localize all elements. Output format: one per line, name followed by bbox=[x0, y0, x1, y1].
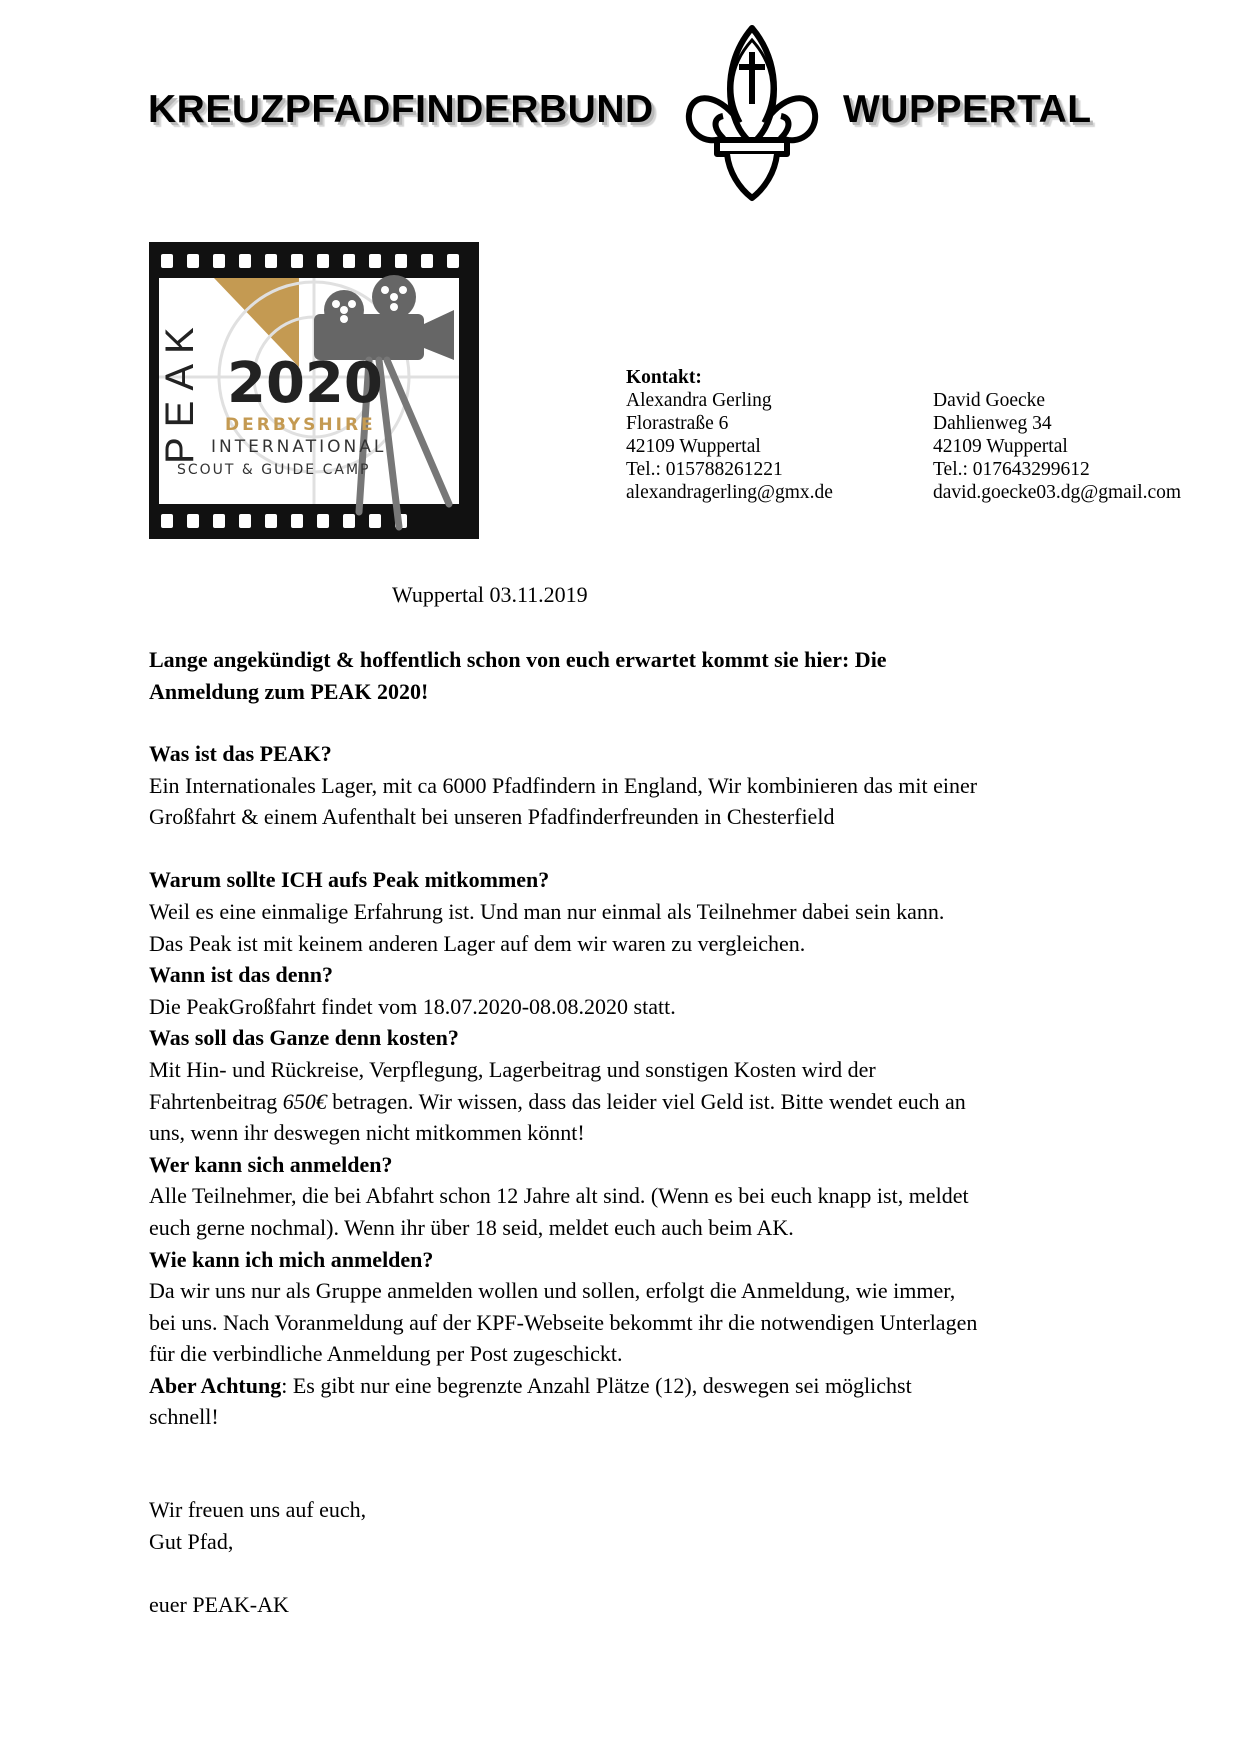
body-text: : Es gibt nur eine begrenzte Anzahl Plätze (12), deswegen sei möglichst bbox=[281, 1372, 912, 1398]
body-line bbox=[149, 1370, 1129, 1402]
contact-left-tel: Tel.: 015788261221 bbox=[626, 459, 783, 480]
letter-date: Wuppertal 03.11.2019 bbox=[392, 582, 588, 607]
closing-line: Wir freuen uns auf euch, bbox=[149, 1497, 367, 1522]
contact-left-city: 42109 Wuppertal bbox=[626, 436, 761, 457]
body-text: Fahrtenbeitrag bbox=[149, 1088, 283, 1114]
contact-label: Kontakt: bbox=[626, 367, 702, 388]
contact-right bbox=[933, 389, 1181, 504]
body-line: Da wir uns nur als Gruppe anmelden wollen und sollen, erfolgt die Anmeldung, wie immer, bbox=[149, 1278, 956, 1304]
logo-year-text: 2020 bbox=[227, 351, 383, 416]
section-heading: Was soll das Ganze denn kosten? bbox=[149, 1025, 459, 1051]
body-line: schnell! bbox=[149, 1404, 219, 1430]
body-line: Großfahrt & einem Aufenthalt bei unseren Pfadfinderfreunden in Chesterfield bbox=[149, 804, 835, 830]
body-text: betragen. Wir wissen, dass das leider viel Geld ist. Bitte wendet euch an bbox=[326, 1088, 966, 1114]
contact-right-street: Dahlienweg 34 bbox=[933, 413, 1052, 434]
scout-lily-icon bbox=[683, 22, 821, 204]
body-line bbox=[149, 1086, 1129, 1118]
intro-line: Lange angekündigt & hoffentlich schon von euch erwartet kommt sie hier: Die bbox=[149, 647, 887, 672]
contact-right-email: david.goecke03.dg@gmail.com bbox=[933, 482, 1182, 503]
contact-right-city: 42109 Wuppertal bbox=[933, 436, 1068, 457]
body-line: Weil es eine einmalige Erfahrung ist. Und man nur einmal als Teilnehmer dabei sein kann. bbox=[149, 898, 945, 924]
price: 650€ bbox=[282, 1088, 327, 1114]
contact-left-street: Florastraße 6 bbox=[626, 413, 729, 434]
section-heading: Wer kann sich anmelden? bbox=[149, 1151, 393, 1177]
body-line: bei uns. Nach Voranmeldung auf der KPF-Webseite bekommt ihr die notwendigen Unterlagen bbox=[149, 1309, 978, 1335]
warning-label: Aber Achtung bbox=[149, 1372, 282, 1398]
contact-left bbox=[626, 366, 833, 504]
body-line: für die verbindliche Anmeldung per Post zugeschickt. bbox=[149, 1341, 623, 1367]
letter-closing bbox=[149, 1494, 366, 1620]
body-line: uns, wenn ihr deswegen nicht mitkommen könnt! bbox=[149, 1120, 585, 1146]
body-line: Die PeakGroßfahrt findet vom 18.07.2020-08.08.2020 statt. bbox=[149, 993, 676, 1019]
logo-peak-text: PEAK bbox=[158, 317, 202, 464]
contact-left-email: alexandragerling@gmx.de bbox=[626, 482, 833, 503]
body-line: Ein Internationales Lager, mit ca 6000 Pfadfindern in England, Wir kombinieren das mit einer bbox=[149, 772, 978, 798]
body-line: Das Peak ist mit keinem anderen Lager auf dem wir waren zu vergleichen. bbox=[149, 930, 806, 956]
logo-region-text: DERBYSHIRE bbox=[225, 415, 376, 435]
signature: euer PEAK-AK bbox=[149, 1591, 289, 1617]
intro-line: Anmeldung zum PEAK 2020! bbox=[149, 679, 429, 704]
section-heading: Wann ist das denn? bbox=[149, 962, 334, 988]
section-heading: Wie kann ich mich anmelden? bbox=[149, 1246, 434, 1272]
letterhead-right: WUPPERTAL bbox=[843, 88, 1092, 131]
peak-2020-logo bbox=[149, 242, 479, 539]
body-line: Mit Hin- und Rückreise, Verpflegung, Lagerbeitrag und sonstigen Kosten wird der bbox=[149, 1056, 876, 1082]
section-heading: Warum sollte ICH aufs Peak mitkommen? bbox=[149, 867, 550, 893]
closing-line: Gut Pfad, bbox=[149, 1528, 234, 1554]
body-line: euch gerne nochmal). Wenn ihr über 18 seid, meldet euch auch beim AK. bbox=[149, 1214, 794, 1240]
logo-line2-text: SCOUT & GUIDE CAMP bbox=[177, 462, 371, 478]
logo-line1-text: INTERNATIONAL bbox=[211, 437, 387, 457]
intro-heading bbox=[149, 644, 1069, 708]
body-line: Alle Teilnehmer, die bei Abfahrt schon 12 Jahre alt sind. (Wenn es bei euch knapp ist, meldet bbox=[149, 1183, 969, 1209]
section-heading: Was ist das PEAK? bbox=[149, 741, 332, 766]
contact-left-name: Alexandra Gerling bbox=[626, 390, 772, 411]
letterhead-left: KREUZPFADFINDERBUND bbox=[148, 88, 654, 131]
contact-right-name: David Goecke bbox=[933, 390, 1046, 411]
letter-body bbox=[149, 738, 1129, 1433]
contact-right-tel: Tel.: 017643299612 bbox=[933, 459, 1090, 480]
